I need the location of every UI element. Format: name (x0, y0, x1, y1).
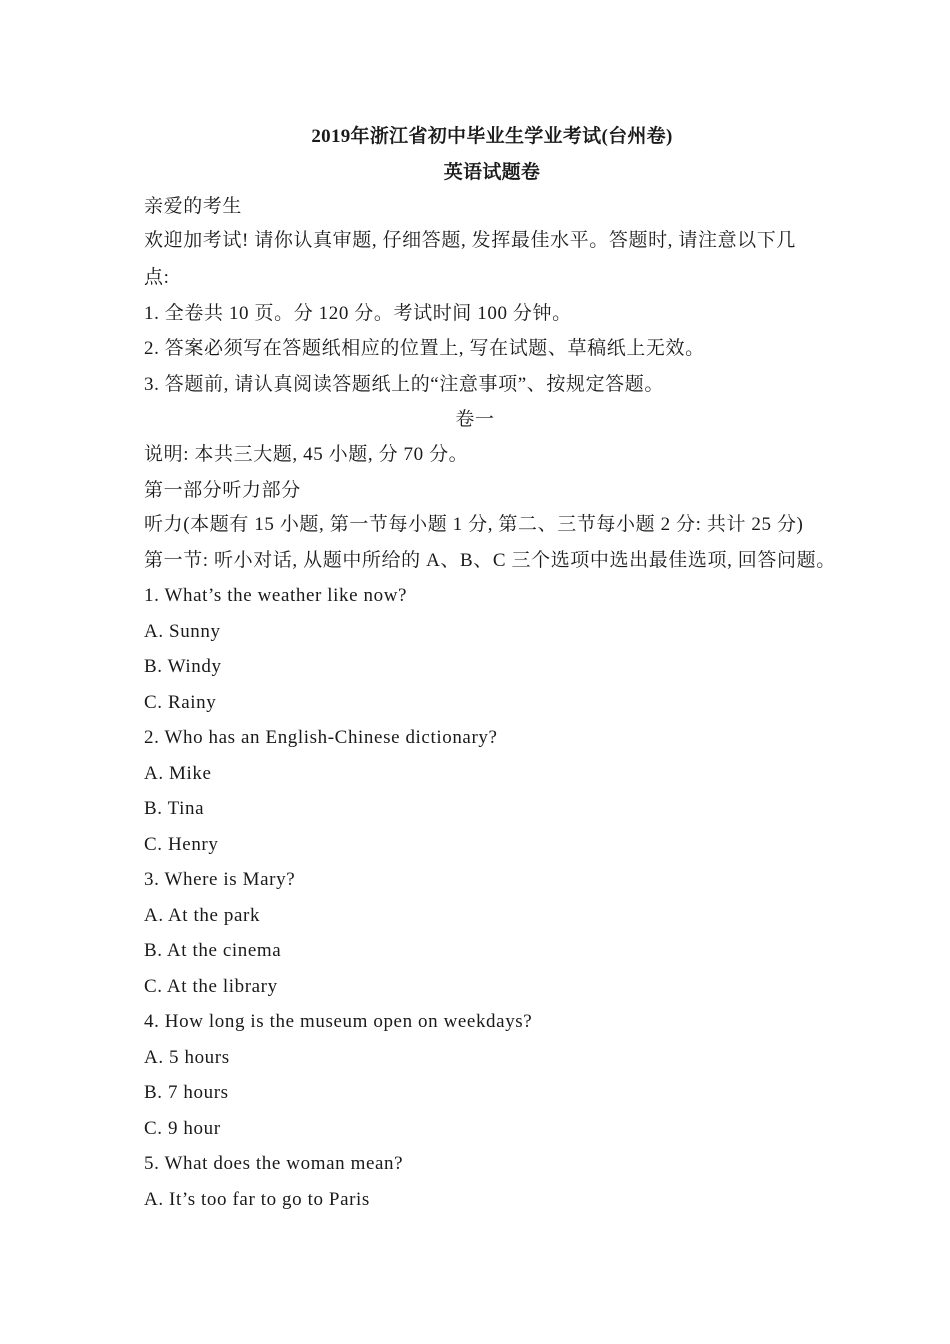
section-instruction: 第一节: 听小对话, 从题中所给的 A、B、C 三个选项中选出最佳选项, 回答问题。 (144, 550, 836, 571)
question-text: 4. How long is the museum open on weekdays? (144, 1011, 533, 1032)
answer-option: A. 5 hours (144, 1047, 230, 1068)
answer-option: C. Rainy (144, 692, 217, 713)
answer-option: A. Mike (144, 763, 212, 784)
answer-option: C. Henry (144, 834, 219, 855)
listening-info: 听力(本题有 15 小题, 第一节每小题 1 分, 第二、三节每小题 2 分: 共计 25 分) (144, 514, 804, 535)
answer-option: B. Windy (144, 656, 222, 677)
question-text: 5. What does the woman mean? (144, 1153, 404, 1174)
section-description: 说明: 本共三大题, 45 小题, 分 70 分。 (144, 444, 469, 465)
answer-option: A. At the park (144, 905, 261, 926)
document-subtitle: 英语试题卷 (443, 162, 541, 183)
answer-option: C. At the library (144, 976, 278, 997)
document-title: 2019年浙江省初中毕业生学业考试(台州卷) (311, 126, 673, 147)
volume-heading: 卷一 (455, 409, 495, 430)
question-text: 3. Where is Mary? (144, 869, 296, 890)
answer-option: A. It’s too far to go to Paris (144, 1189, 370, 1210)
answer-option: A. Sunny (144, 621, 221, 642)
note-item: 2. 答案必须写在答题纸相应的位置上, 写在试题、草稿纸上无效。 (144, 338, 705, 359)
part-heading: 第一部分听力部分 (144, 480, 301, 501)
answer-option: B. At the cinema (144, 940, 282, 961)
greeting: 亲爱的考生 (144, 196, 243, 217)
welcome-text: 欢迎加考试! 请你认真审题, 仔细答题, 发挥最佳水平。答题时, 请注意以下几 (144, 230, 796, 251)
note-item: 1. 全卷共 10 页。分 120 分。考试时间 100 分钟。 (144, 303, 572, 324)
question-text: 2. Who has an English-Chinese dictionary? (144, 727, 498, 748)
answer-option: B. 7 hours (144, 1082, 229, 1103)
welcome-text-continued: 点: (144, 267, 170, 288)
note-item: 3. 答题前, 请认真阅读答题纸上的“注意事项”、按规定答题。 (144, 374, 664, 395)
answer-option: C. 9 hour (144, 1118, 221, 1139)
answer-option: B. Tina (144, 798, 205, 819)
question-text: 1. What’s the weather like now? (144, 585, 408, 606)
